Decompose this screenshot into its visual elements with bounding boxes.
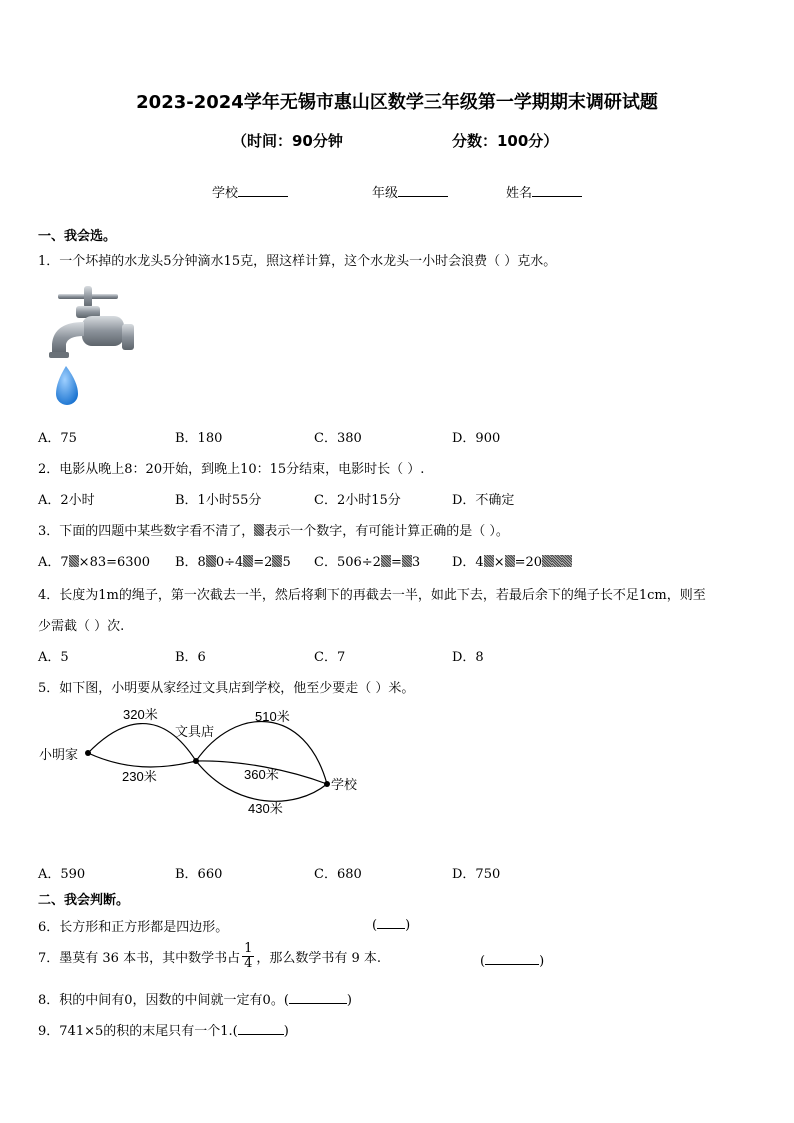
q3-option-d: D．4 × =20 (452, 551, 572, 570)
q1-option-b: B．180 (175, 431, 223, 446)
home-label: 小明家 (39, 747, 79, 762)
q2-option-a: A．2小时 (38, 493, 95, 508)
q4-option-a: A．5 (38, 650, 69, 665)
fraction: $\frac{1}{4}$ (244, 941, 253, 971)
route-diagram (30, 700, 370, 830)
question-8: 8．积的中间有0，因数的中间就一定有0。( ) (38, 993, 352, 1008)
school-label: 学校 (331, 777, 358, 792)
q2-option-c: C．2小时15分 (314, 493, 401, 508)
question-2: 2．电影从晚上8：20开始，到晚上10：15分结束，电影时长（ ）. (38, 462, 425, 477)
section-heading: 一、我会选。 (38, 229, 117, 244)
question-5: 5．如下图，小明要从家经过文具店到学校，他至少要走（ ）米。 (38, 681, 415, 696)
q2-option-b: B．1小时55分 (175, 493, 262, 508)
q7-answer-blank: ( ) (480, 954, 545, 969)
q1-option-c: C．380 (314, 431, 362, 446)
question-4-line-2: 少需截（ ）次. (38, 619, 125, 634)
q5-option-b: B．660 (175, 867, 223, 882)
unknown-digit-symbol (254, 524, 264, 536)
section-heading-2: 二、我会判断。 (38, 893, 130, 908)
q3-option-c: C．506÷2 = 3 (314, 555, 421, 570)
q4-option-d: D．8 (452, 650, 484, 665)
question-6: 6．长方形和正方形都是四边形。 (38, 920, 229, 935)
route-label-230: 230米 (122, 769, 157, 784)
shop-dot (193, 758, 199, 764)
q5-option-c: C．680 (314, 867, 362, 882)
q1-option-d: D．900 (452, 431, 501, 446)
shop-label: 文具店 (175, 724, 215, 739)
question-9: 9．741×5的积的末尾只有一个1.( ) (38, 1024, 289, 1039)
q4-option-b: B．6 (175, 650, 206, 665)
q3-option-a: A．7 ×83=6300 (38, 555, 151, 570)
q6-answer-blank: ( ) (372, 918, 411, 933)
question-1: 1．一个坏掉的水龙头5分钟滴水15克，照这样计算，这个水龙头一小时会浪费（ ）克水。 (38, 254, 557, 269)
route-label-430: 430米 (248, 801, 283, 816)
q5-option-a: A．590 (38, 867, 86, 882)
home-dot (85, 750, 91, 756)
route-label-360: 360米 (244, 767, 279, 782)
grade-field: 年级 (372, 182, 448, 201)
q2-option-d: D．不确定 (452, 493, 515, 508)
question-3: 3．下面的四题中某些数字看不清了， 表示一个数字，有可能计算正确的是（ ）。 (38, 524, 509, 539)
faucet-icon (44, 282, 140, 412)
school-dot (324, 781, 330, 787)
route-label-320: 320米 (123, 707, 158, 722)
page-title: 2023-2024学年无锡市惠山区数学三年级第一学期期末调研试题 (136, 92, 658, 113)
school-field: 学校 (212, 182, 288, 201)
q5-option-d: D．750 (452, 867, 501, 882)
q4-option-c: C．7 (314, 650, 346, 665)
time-label: （时间：90分钟 (232, 132, 343, 150)
q3-option-b: B．8 0÷4 =2 5 (175, 555, 291, 570)
q1-option-a: A．75 (38, 431, 77, 446)
question-4-line-1: 4．长度为1m的绳子，第一次截去一半，然后将剩下的再截去一半，如此下去，若最后余下的绳子长不足1cm，则至 (38, 588, 706, 603)
score-label: 分数：100分） (452, 132, 559, 150)
question-7: 7．墨莫有 36 本书，其中数学书占 $\frac{1}{4}$ ，那么数学书有 9 本. (38, 941, 382, 971)
name-field: 姓名 (506, 182, 582, 201)
route-230 (88, 753, 196, 767)
route-label-510: 510米 (255, 709, 290, 724)
